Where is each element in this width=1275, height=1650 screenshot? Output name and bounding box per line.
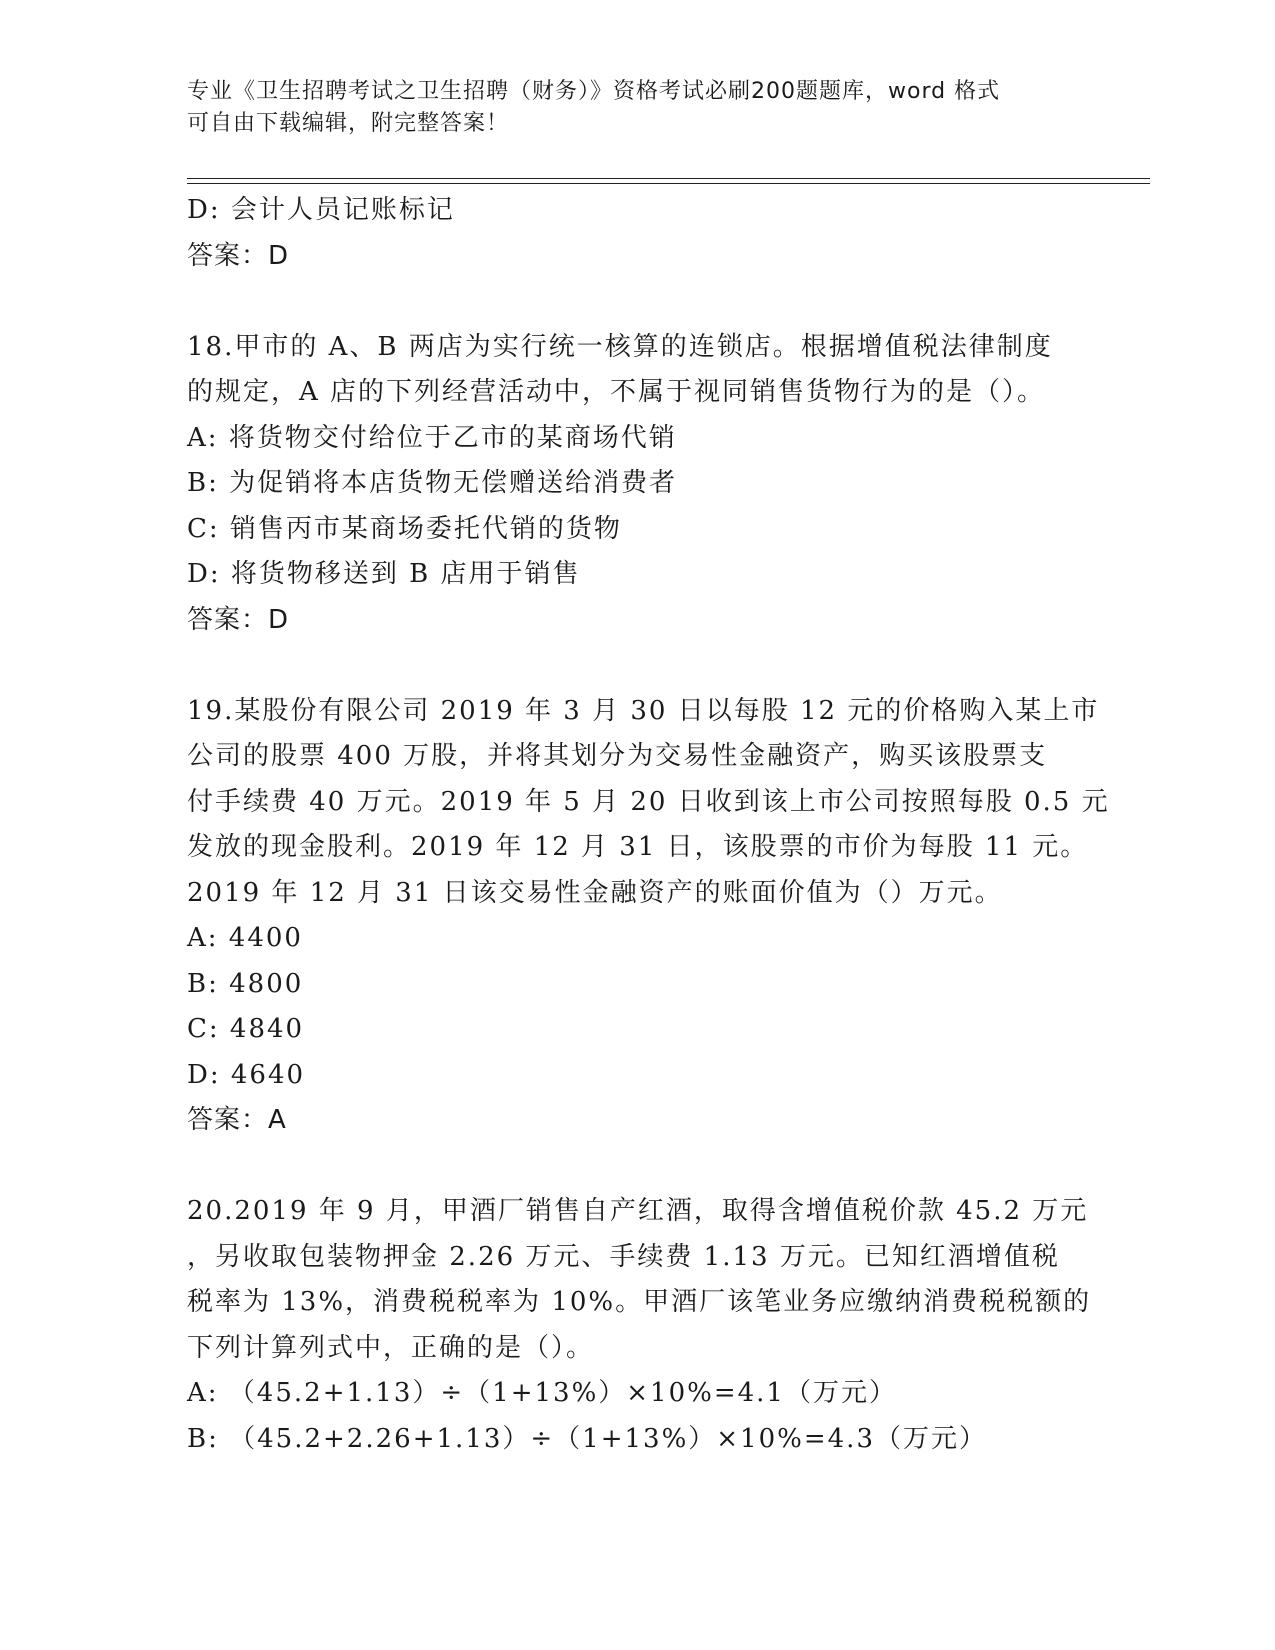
q20-option-b: B: （45.2+2.26+1.13）÷（1+13%）×10%=4.3（万元） [187,1423,987,1454]
q18-option-d: D: 将货物移送到 B 店用于销售 [187,559,581,589]
q17-option-d: D: 会计人员记账标记 [187,195,455,225]
q18-stem-line: 18.甲市的 A、B 两店为实行统一核算的连锁店。根据增值税法律制度 [187,331,1053,362]
header-divider-bottom [187,183,1150,184]
q19-stem-line: 19.某股份有限公司 2019 年 3 月 30 日以每股 12 元的价格购入某上市 [187,695,1100,726]
q18-answer: 答案：D [187,604,290,635]
question-18 [187,325,1087,644]
header-divider-top [187,178,1150,179]
q20-stem-line: 20.2019 年 9 月，甲酒厂销售自产红酒，取得含增值税价款 45.2 万元 [187,1196,1089,1226]
question-20 [187,1189,1092,1462]
q20-option-a: A: （45.2+1.13）÷（1+13%）×10%=4.1（万元） [187,1378,897,1408]
spacer [187,279,1087,325]
q19-stem-line: 付手续费 40 万元。2019 年 5 月 20 日收到该上市公司按照每股 0.5 元 [187,786,1110,817]
q19-stem-line: 公司的股票 400 万股，并将其划分为交易性金融资产，购买该股票支 [187,741,1048,771]
document-header [187,76,1067,140]
q19-stem-line: 2019 年 12 月 31 日该交易性金融资产的账面价值为（）万元。 [187,877,1003,908]
q18-stem-line: 的规定，A 店的下列经营活动中，不属于视同销售货物行为的是（）。 [187,377,1046,407]
q20-stem-line: 税率为 13%，消费税税率为 10%。甲酒厂该笔业务应缴纳消费税税额的 [187,1287,1092,1317]
q18-option-b: B: 为促销将本店货物无偿赠送给消费者 [187,468,678,498]
question-19 [187,689,1110,1144]
q18-option-a: A: 将货物交付给位于乙市的某商场代销 [187,422,677,453]
q20-stem-line: ，另收取包装物押金 2.26 万元、手续费 1.13 万元。已知红酒增值税 [187,1241,1060,1272]
header-line-2: 可自由下载编辑，附完整答案！ [187,111,510,136]
spacer [187,1144,1087,1190]
question-content [187,188,1110,1462]
q19-option-a: A: 4400 [187,923,303,953]
q18-option-c: C: 销售丙市某商场委托代销的货物 [187,513,622,544]
q19-answer: 答案：A [187,1105,287,1135]
spacer [187,643,1087,689]
header-line-1: 专业《卫生招聘考试之卫生招聘（财务）》资格考试必刷200题题库，word 格式 [187,79,1001,104]
q20-stem-line: 下列计算列式中，正确的是（）。 [187,1332,595,1363]
q17-answer: 答案：D [187,240,290,271]
q19-option-c: C: 4840 [187,1014,305,1044]
q19-option-d: D: 4640 [187,1059,306,1090]
q19-stem-line: 发放的现金股利。2019 年 12 月 31 日，该股票的市价为每股 11 元。 [187,832,1089,862]
q19-option-b: B: 4800 [187,968,304,999]
